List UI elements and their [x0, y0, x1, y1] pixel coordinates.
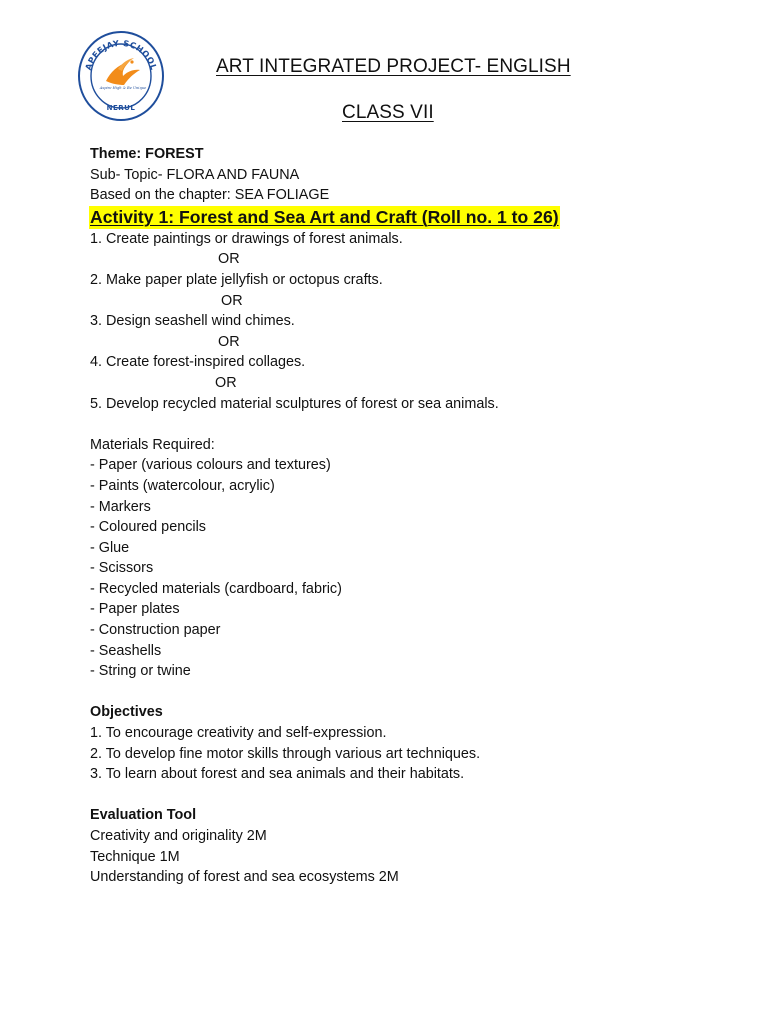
class-label-text: CLASS VII	[342, 102, 434, 123]
material-item: - String or twine	[90, 663, 191, 680]
spacer	[90, 414, 730, 435]
document-body	[90, 144, 730, 888]
activity-item: 3. Design seashell wind chimes.	[90, 313, 295, 330]
or-separator: OR	[221, 292, 243, 309]
material-item: - Seashells	[90, 642, 162, 659]
page-title-text: ART INTEGRATED PROJECT- ENGLISH	[216, 56, 571, 77]
objective-item: 1. To encourage creativity and self-expression.	[90, 725, 387, 742]
evaluation-item: Technique 1M	[90, 848, 180, 865]
activity-item: 5. Develop recycled material sculptures of forest or sea animals.	[90, 395, 499, 412]
material-item: - Paper (various colours and textures)	[90, 457, 331, 474]
or-separator: OR	[218, 251, 240, 268]
activity-item: 2. Make paper plate jellyfish or octopus crafts.	[90, 271, 383, 288]
evaluation-item: Understanding of forest and sea ecosystems 2M	[90, 869, 399, 886]
material-item: - Construction paper	[90, 622, 221, 639]
evaluation-item: Creativity and originality 2M	[90, 828, 267, 844]
school-logo	[78, 31, 164, 121]
material-item: - Paper plates	[90, 601, 180, 618]
spacer	[90, 682, 730, 703]
material-item: - Paints (watercolour, acrylic)	[90, 477, 275, 494]
objective-item: 3. To learn about forest and sea animals and their habitats.	[90, 766, 465, 783]
or-separator: OR	[215, 374, 237, 391]
logo-arc-text: APEEJAY SCHOOL	[82, 37, 160, 72]
materials-heading: Materials Required:	[90, 436, 215, 453]
chapter-line: Based on the chapter: SEA FOLIAGE	[90, 187, 330, 204]
logo-location: NERUL	[106, 104, 136, 112]
material-item: - Recycled materials (cardboard, fabric)	[90, 580, 342, 597]
spacer	[90, 785, 730, 806]
objectives-heading: Objectives	[90, 704, 163, 721]
evaluation-heading: Evaluation Tool	[90, 807, 197, 824]
activity-heading: Activity 1: Forest and Sea Art and Craft (Roll no. 1 to 26)	[90, 206, 559, 227]
activity-heading-row	[90, 206, 730, 229]
material-item: - Markers	[90, 498, 151, 515]
objective-item: 2. To develop fine motor skills through various art techniques.	[90, 745, 481, 762]
material-item: - Scissors	[90, 560, 154, 577]
activity-item: 1. Create paintings or drawings of forest animals.	[90, 230, 403, 247]
or-separator: OR	[218, 333, 240, 350]
subtopic-line: Sub- Topic- FLORA AND FAUNA	[90, 166, 300, 183]
activity-item: 4. Create forest-inspired collages.	[90, 354, 306, 371]
logo-motto: Aspire High & Be Unique	[99, 86, 147, 90]
theme-line: Theme: FOREST	[90, 146, 204, 162]
material-item: - Coloured pencils	[90, 519, 206, 536]
material-item: - Glue	[90, 539, 130, 556]
